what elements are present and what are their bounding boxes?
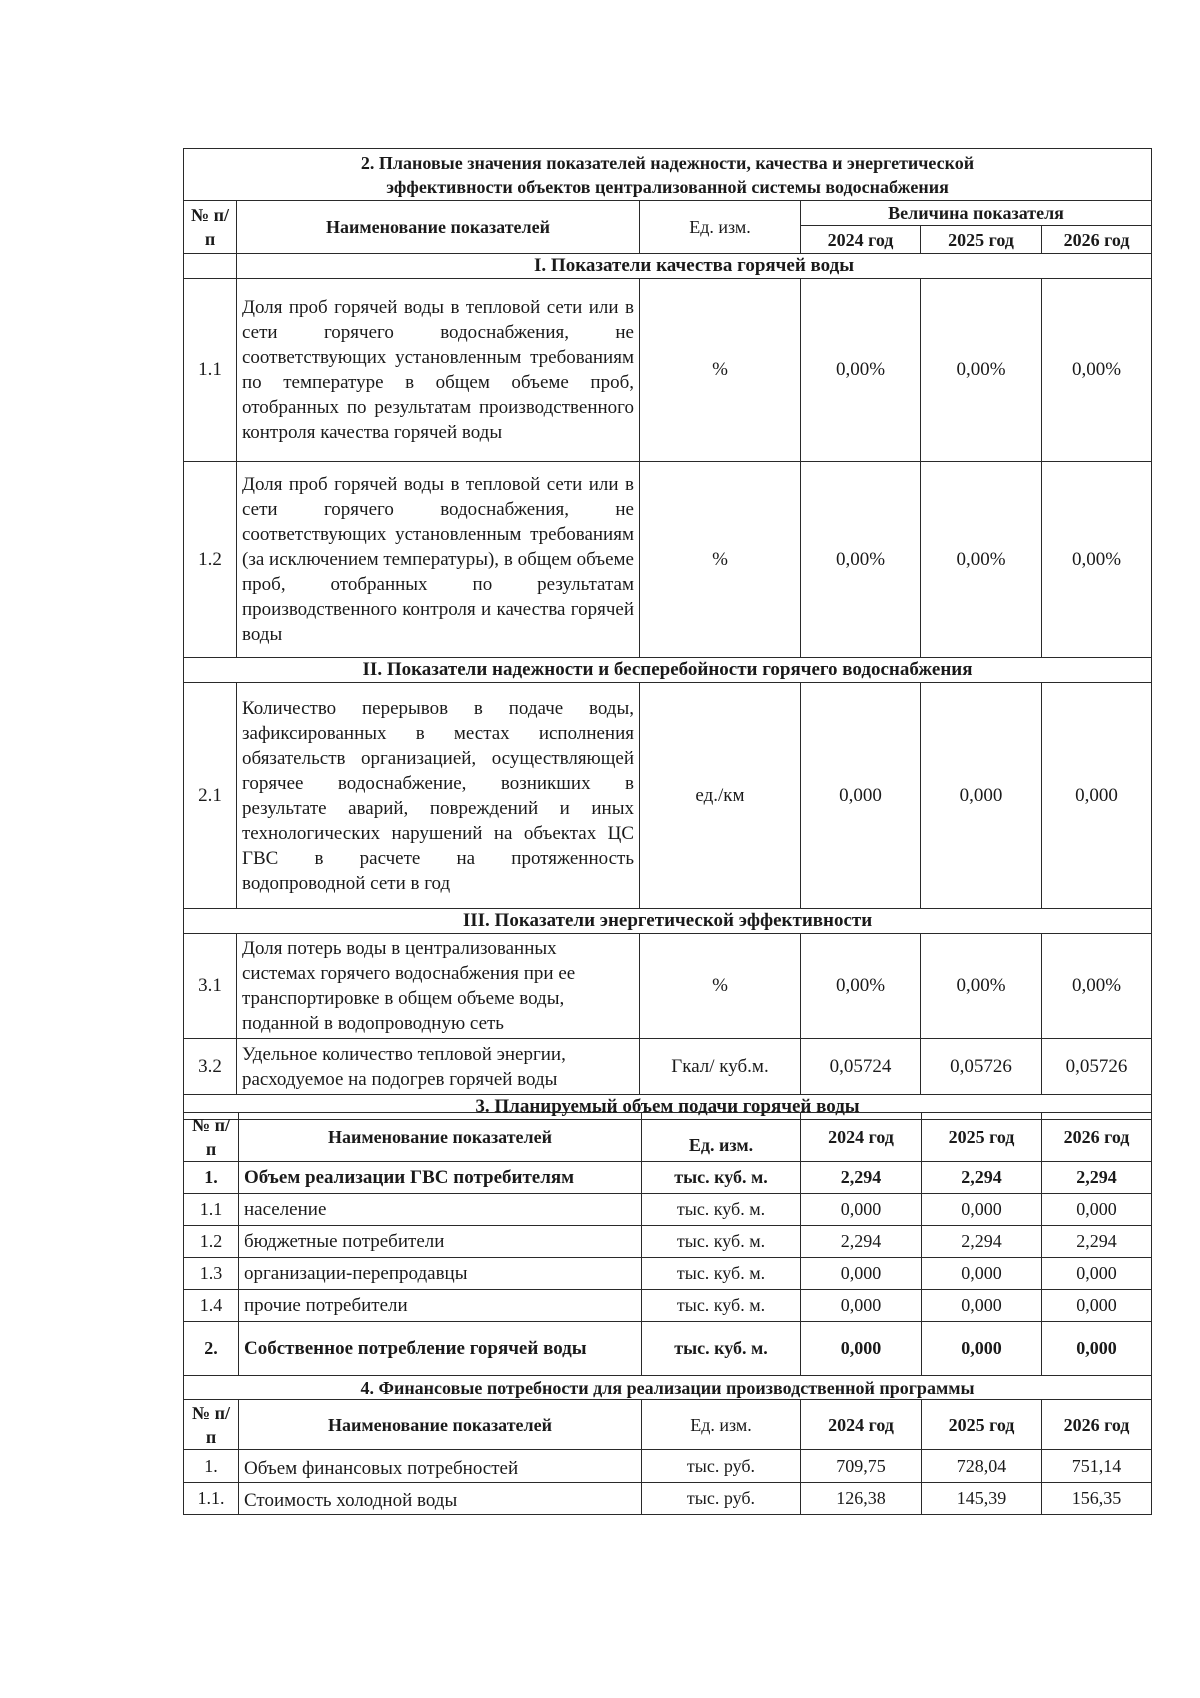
value-cell: 2,294	[801, 1226, 922, 1258]
value-cell: 0,00%	[801, 934, 921, 1039]
value-cell: 0,00%	[921, 934, 1042, 1039]
year-header: 2026 год	[1042, 226, 1152, 254]
value-cell: 2,294	[922, 1226, 1042, 1258]
year-header: 2024 год	[801, 1113, 922, 1162]
value-cell: 145,39	[922, 1483, 1042, 1515]
indicator-name: Доля потерь воды в централизованных системах горячего водоснабжения при ее транспортировке в общем объеме воды, поданной в водопроводную сеть	[237, 934, 640, 1039]
unit-cell: тыс. куб. м.	[642, 1194, 801, 1226]
value-cell: 0,000	[1042, 1290, 1152, 1322]
value-cell: 126,38	[801, 1483, 922, 1515]
col-num-header: № п/п	[184, 1400, 239, 1450]
unit-cell: тыс. куб. м.	[642, 1258, 801, 1290]
row-number: 2.1	[184, 683, 237, 909]
col-num-header: № п/п	[184, 1113, 239, 1162]
col-name-header: Наименование показателей	[239, 1113, 642, 1162]
value-cell: 0,000	[922, 1194, 1042, 1226]
unit-cell: тыс. руб.	[642, 1483, 801, 1515]
indicator-name: Собственное потребление горячей воды	[239, 1322, 642, 1376]
value-group-header: Величина показателя	[801, 201, 1152, 226]
value-cell: 0,00%	[1042, 934, 1152, 1039]
value-cell: 156,35	[1042, 1483, 1152, 1515]
row-number: 1.2	[184, 1226, 239, 1258]
indicators-table	[183, 148, 1152, 1120]
value-cell: 2,294	[1042, 1162, 1152, 1194]
unit-cell: тыс. куб. м.	[642, 1290, 801, 1322]
col-unit-header: Ед. изм.	[642, 1113, 801, 1162]
row-number: 1.2	[184, 462, 237, 658]
value-cell: 0,000	[922, 1258, 1042, 1290]
value-cell: 751,14	[1042, 1450, 1152, 1483]
indicator-name: Доля проб горячей воды в тепловой сети или в сети горячего водоснабжения, не соответствующих установленным требованиям по температуре в общем объеме проб, отобранных по результатам производственного контроля качества горячей воды	[237, 279, 640, 462]
value-cell: 0,000	[1042, 1322, 1152, 1376]
year-header: 2026 год	[1042, 1113, 1152, 1162]
section3-title: 3. Планируемый объем подачи горячей воды	[184, 1095, 1152, 1120]
indicator-name: Удельное количество тепловой энергии, расходуемое на подогрев горячей воды	[237, 1039, 640, 1095]
value-cell: 0,000	[801, 1258, 922, 1290]
unit-cell: ед./км	[640, 683, 801, 909]
row-number: 1.	[184, 1450, 239, 1483]
value-cell: 2,294	[1042, 1226, 1152, 1258]
col-name-header: Наименование показателей	[237, 201, 640, 254]
value-cell: 0,000	[801, 1194, 922, 1226]
row-number: 1.	[184, 1162, 239, 1194]
unit-cell: тыс. руб.	[642, 1450, 801, 1483]
year-header: 2025 год	[922, 1113, 1042, 1162]
value-cell: 728,04	[922, 1450, 1042, 1483]
year-header: 2025 год	[921, 226, 1042, 254]
value-cell: 0,00%	[1042, 462, 1152, 658]
value-cell: 0,000	[1042, 1194, 1152, 1226]
col-unit-header: Ед. изм.	[640, 201, 801, 254]
row-number: 2.	[184, 1322, 239, 1376]
row-number: 3.1	[184, 934, 237, 1039]
unit-cell: тыс. куб. м.	[642, 1322, 801, 1376]
value-cell: 0,000	[922, 1290, 1042, 1322]
section-heading: III. Показатели энергетической эффективности	[184, 909, 1152, 934]
value-cell: 0,05726	[921, 1039, 1042, 1095]
row-number: 1.1	[184, 279, 237, 462]
unit-cell: %	[640, 934, 801, 1039]
value-cell: 0,000	[801, 1290, 922, 1322]
value-cell: 0,00%	[921, 462, 1042, 658]
value-cell: 0,00%	[1042, 279, 1152, 462]
value-cell: 0,000	[1042, 683, 1152, 909]
year-header: 2025 год	[922, 1400, 1042, 1450]
volume-finance-table	[183, 1112, 1152, 1515]
indicator-name: бюджетные потребители	[239, 1226, 642, 1258]
section2-title: 2. Плановые значения показателей надежности, качества и энергетической эффективности объектов централизованной системы водоснабжения	[184, 149, 1152, 201]
section4-title: 4. Финансовые потребности для реализации производственной программы	[184, 1376, 1152, 1400]
value-cell: 0,05724	[801, 1039, 921, 1095]
value-cell: 0,00%	[801, 462, 921, 658]
value-cell: 709,75	[801, 1450, 922, 1483]
unit-cell: тыс. куб. м.	[642, 1162, 801, 1194]
unit-cell: тыс. куб. м.	[642, 1226, 801, 1258]
year-header: 2026 год	[1042, 1400, 1152, 1450]
row-number: 1.3	[184, 1258, 239, 1290]
col-unit-header: Ед. изм.	[642, 1400, 801, 1450]
year-header: 2024 год	[801, 1400, 922, 1450]
value-cell: 0,000	[801, 1322, 922, 1376]
year-header: 2024 год	[801, 226, 921, 254]
value-cell: 0,000	[922, 1322, 1042, 1376]
indicator-name: Объем реализации ГВС потребителям	[239, 1162, 642, 1194]
row-number: 3.2	[184, 1039, 237, 1095]
row-number: 1.1	[184, 1194, 239, 1226]
indicator-name: организации-перепродавцы	[239, 1258, 642, 1290]
value-cell: 0,00%	[921, 279, 1042, 462]
indicator-name: Доля проб горячей воды в тепловой сети или в сети горячего водоснабжения, не соответствующих установленным требованиям (за исключением температуры), в общем объеме проб, отобранных по результатам производственного контроля и качества горячей воды	[237, 462, 640, 658]
value-cell: 2,294	[801, 1162, 922, 1194]
section-heading: I. Показатели качества горячей воды	[237, 254, 1152, 279]
value-cell: 0,000	[801, 683, 921, 909]
row-number: 1.1.	[184, 1483, 239, 1515]
indicator-name: население	[239, 1194, 642, 1226]
indicator-name: прочие потребители	[239, 1290, 642, 1322]
value-cell: 0,000	[1042, 1258, 1152, 1290]
indicator-name: Количество перерывов в подаче воды, зафиксированных в местах исполнения обязательств организацией, осуществляющей горячее водоснабжение, возникших в результате аварий, повреждений и иных технологических нарушений на объектах ЦС ГВС в расчете на протяженность водопроводной сети в год	[237, 683, 640, 909]
unit-cell: Гкал/ куб.м.	[640, 1039, 801, 1095]
unit-cell: %	[640, 279, 801, 462]
value-cell: 0,000	[921, 683, 1042, 909]
value-cell: 2,294	[922, 1162, 1042, 1194]
indicator-name: Объем финансовых потребностей	[239, 1450, 642, 1483]
section-heading: II. Показатели надежности и бесперебойности горячего водоснабжения	[184, 658, 1152, 683]
row-number: 1.4	[184, 1290, 239, 1322]
value-cell: 0,00%	[801, 279, 921, 462]
col-name-header: Наименование показателей	[239, 1400, 642, 1450]
unit-cell: %	[640, 462, 801, 658]
indicator-name: Стоимость холодной воды	[239, 1483, 642, 1515]
col-num-header: № п/п	[184, 201, 237, 254]
value-cell: 0,05726	[1042, 1039, 1152, 1095]
